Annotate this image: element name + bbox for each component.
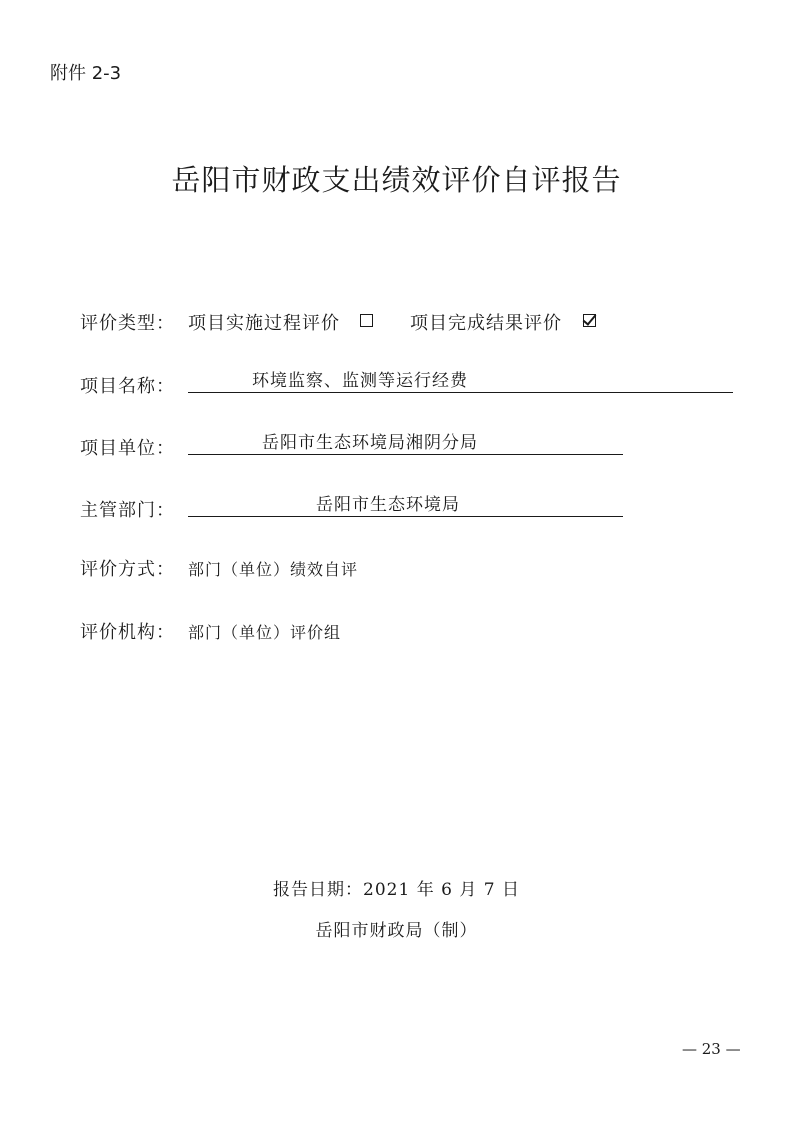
result-evaluation-option-label: 项目完成结果评价	[410, 313, 562, 334]
evaluation-org-value: 部门（单位）评价组	[188, 623, 342, 642]
department-value: 岳阳市生态环境局	[316, 495, 460, 515]
project-unit-label: 项目单位：	[80, 438, 175, 459]
department-field	[188, 492, 623, 517]
page-title: 岳阳市财政支出绩效评价自评报告	[171, 163, 622, 197]
process-evaluation-checkbox[interactable]	[360, 314, 373, 327]
evaluation-method-label: 评价方式：	[80, 559, 175, 580]
issuer: 岳阳市财政局（制）	[315, 921, 478, 941]
result-evaluation-checkbox[interactable]	[583, 314, 596, 327]
department-label: 主管部门：	[80, 500, 175, 521]
attachment-label: 附件 2-3	[50, 63, 122, 84]
project-unit-value: 岳阳市生态环境局湘阴分局	[262, 433, 478, 453]
project-name-field	[188, 368, 733, 393]
page-number: — 23 —	[682, 1040, 741, 1058]
project-unit-field	[188, 430, 623, 455]
report-date: 报告日期：2021 年 6 月 7 日	[273, 880, 520, 900]
project-name-label: 项目名称：	[80, 376, 175, 397]
process-evaluation-option-label: 项目实施过程评价	[188, 313, 340, 334]
evaluation-org-label: 评价机构：	[80, 622, 175, 643]
evaluation-method-value: 部门（单位）绩效自评	[188, 560, 359, 579]
project-name-value: 环境监察、监测等运行经费	[252, 371, 468, 391]
evaluation-type-label: 评价类型：	[80, 313, 175, 334]
